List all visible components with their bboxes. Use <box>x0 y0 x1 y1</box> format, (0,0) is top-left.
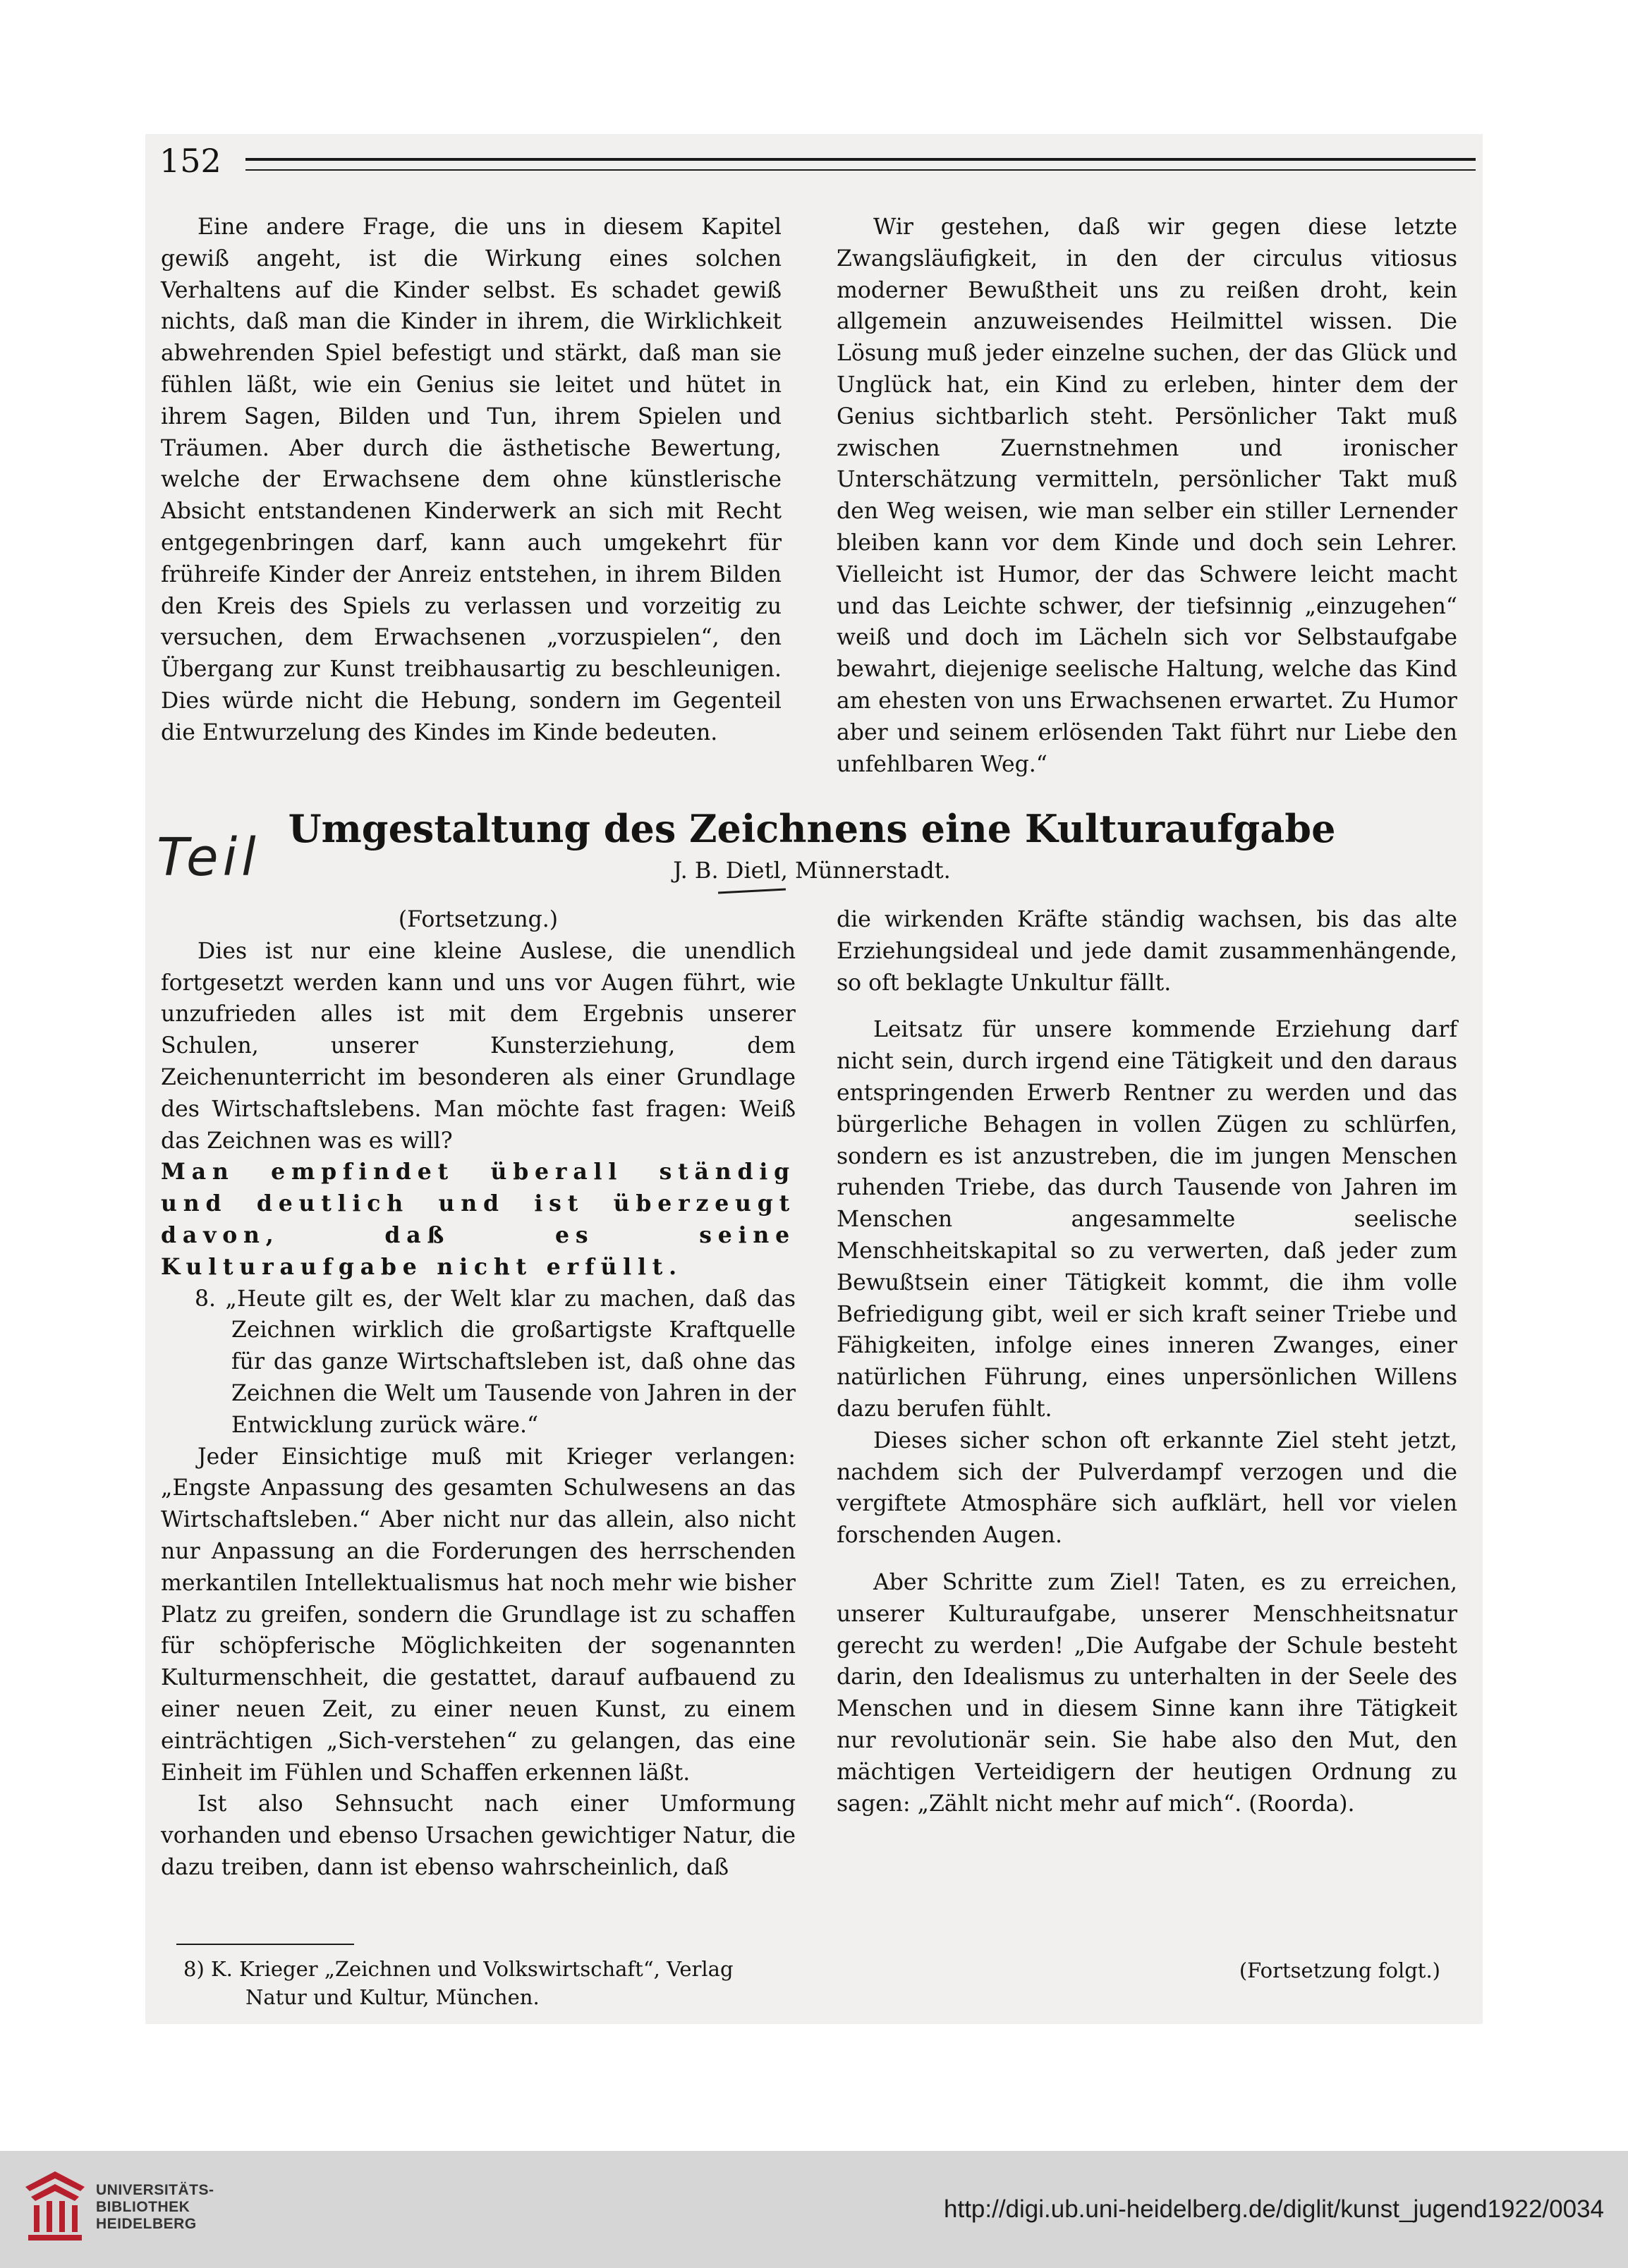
paragraph: Leitsatz für unsere kommende Erziehung darf nicht sein, durch irgend eine Tätigkeit und den daraus entspringenden Erwerb Rentner zu werden und das bürgerliche Behagen in vollen Zügen zu schlürfen, sondern es ist anzustreben, die im jungen Menschen ruhenden Triebe, das durch Tausende von Jahren im Menschen angesammelte seelische Menschheitskapital so zu verwerten, daß jeder zum Bewußtsein einer Tätigkeit kommt, die ihm volle Befriedigung gibt, weil er sich kraft seiner Triebe und Fähigkeiten, infolge eines inneren Zwanges, einer natürlichen Führung, eines unpersönlichen Willens dazu berufen fühlt. <box>837 1017 1457 1422</box>
source-url-link[interactable]: http://digi.ub.uni-heidelberg.de/diglit/kunst_jugend1922/0034 <box>944 2195 1604 2223</box>
library-name-line: BIBLIOTHEK <box>96 2199 190 2215</box>
handwritten-note: Teil <box>157 827 260 888</box>
to-be-continued: (Fortsetzung folgt.) <box>1239 1958 1440 1982</box>
library-logo-icon[interactable] <box>21 2167 89 2246</box>
paragraph: Jeder Einsichtige muß mit Krieger verlangen: „Engste Anpassung des gesamten Schulwesens an das Wirtschaftsleben.“ Aber nicht nur das allein, also nicht nur Anpassung an die Forderungen des herrschenden merkantilen Intellektualismus hat noch mehr wie bisher Platz zu greifen, sondern die Grundlage ist zu schaffen für schöpferische Möglichkeiten der sogenannten Kulturmenschheit, die gestattet, darauf aufbauend zu einer neuen Zeit, zu einer neuen Kunst, zu einem einträchtigen „Sich-verstehen“ zu gelangen, das eine Einheit im Fühlen und Schaffen erkennen läßt. <box>161 1444 796 1786</box>
header-rule <box>245 158 1476 171</box>
library-name <box>96 2182 214 2233</box>
paragraph: Eine andere Frage, die uns in diesem Kapitel gewiß angeht, ist die Wirkung eines solchen Verhaltens auf die Kinder selbst. Es schadet gewiß nichts, daß man die Kinder in ihrem, die Wirklichkeit abwehrenden Spiel befestigt und stärkt, daß man sie fühlen läßt, wie ein Genius sie leitet und hütet in ihrem Sagen, Bilden und Tun, ihrem Spielen und Träumen. Aber durch die ästhetische Bewertung, welche der Erwachsene dem ohne künstlerische Absicht entstandenen Kinderwerk an sich mit Recht entgegenbringen darf, kann auch umgekehrt für frühreife Kinder der Anreiz entstehen, in ihrem Bilden den Kreis des Spiels zu verlassen und vorzeitig zu versuchen, dem Erwachsenen „vorzuspielen“, den Übergang zur Kunst treibhausartig zu beschleunigen. Dies würde nicht die Hebung, sondern im Gegenteil die Entwurzelung des Kindes im Kinde bedeuten. <box>161 214 782 745</box>
page-number: 152 <box>159 142 221 180</box>
footnote-line: 8) K. Krieger „Zeichnen und Volkswirtschaft“, Verlag <box>183 1957 734 1981</box>
article-title: Umgestaltung des Zeichnens eine Kulturaufgabe <box>288 806 1336 851</box>
numbered-quote: 8. „Heute gilt es, der Welt klar zu machen, daß das Zeichnen wirklich die großartigste Kraftquelle für das ganze Wirtschaftsleben ist, daß ohne das Zeichnen die Welt um Tausende von Jahren in der Entwicklung zurück wäre.“ <box>195 1286 796 1438</box>
top-right-column <box>837 212 1457 780</box>
library-name-line: UNIVERSITÄTS- <box>96 2182 214 2198</box>
paragraph: die wirkenden Kräfte ständig wachsen, bis das alte Erziehungsideal und jede damit zusammenhängende, so oft beklagte Unkultur fällt. <box>837 907 1457 996</box>
paragraph: Dieses sicher schon oft erkannte Ziel steht jetzt, nachdem sich der Pulverdampf verzogen und die vergiftete Atmosphäre sich aufklärt, hell vor vielen forschenden Augen. <box>837 1427 1457 1549</box>
continuation-note: (Fortsetzung.) <box>398 907 559 932</box>
library-name-line: HEIDELBERG <box>96 2216 197 2232</box>
paragraph: Dies ist nur eine kleine Auslese, die unendlich fortgesetzt werden kann und uns vor Augen führt, wie unzufrieden alles ist mit dem Ergebnis unserer Schulen, unserer Kunsterziehung, dem Zeichenunterricht im besonderen als einer Grundlage des Wirtschaftslebens. Man möchte fast fragen: Weiß das Zeichnen was es will? <box>161 938 796 1154</box>
paragraph: Wir gestehen, daß wir gegen diese letzte Zwangsläufigkeit, in den der circulus vitiosus moderner Bewußtheit uns zu reißen droht, kein allgemein anzuweisendes Heilmittel wissen. Die Lösung muß jeder einzelne suchen, der das Glück und Unglück hat, ein Kind zu erleben, hinter dem der Genius sichtbarlich steht. Persönlicher Takt muß zwischen Zuernstnehmen und ironischer Unterschätzung vermitteln, persönlicher Takt muß den Weg weisen, wie man selber ein stiller Lernender bleiben kann vor dem Kinde und doch sein Lehrer. Vielleicht ist Humor, der das Schwere leicht macht und das Leichte schwer, der tiefsinnig „einzugehen“ weiß und doch im Lächeln sich vor Selbstaufgabe bewahrt, diejenige seelische Haltung, welche das Kind am ehesten von uns Erwachsenen erwartet. Zu Humor aber und seinem erlösenden Takt führt nur Liebe den unfehlbaren Weg.“ <box>837 214 1457 777</box>
paragraph: Aber Schritte zum Ziel! Taten, es zu erreichen, unserer Kulturaufgabe, unserer Menschheitsnatur gerecht zu werden! „Die Aufgabe der Schule besteht darin, den Idealismus zu unterhalten in der Seele des Menschen und in diesem Sinne kann ihre Tätigkeit nur revolutionär sein. Sie habe also den Mut, den mächtigen Verteidigern der heutigen Ordnung zu sagen: „Zählt nicht mehr auf mich“. (Roorda). <box>837 1569 1457 1817</box>
footnote <box>183 1955 804 2011</box>
footnote-rule <box>176 1944 354 1945</box>
article-left-column <box>161 904 796 1884</box>
article-author: J. B. Dietl, Münnerstadt. <box>673 857 951 884</box>
paragraph: Ist also Sehnsucht nach einer Umformung vorhanden und ebenso Ursachen gewichtiger Natur, die dazu treiben, dann ist ebenso wahrscheinlich, daß <box>161 1791 796 1880</box>
emphasized-paragraph: Man empfindet überall ständig und deutlich und ist überzeugt davon, daß es seine Kulturaufgabe nicht erfüllt. <box>161 1159 796 1280</box>
footnote-line: Natur und Kultur, München. <box>245 1985 540 2009</box>
top-left-column <box>161 212 782 749</box>
article-right-column <box>837 904 1457 1819</box>
